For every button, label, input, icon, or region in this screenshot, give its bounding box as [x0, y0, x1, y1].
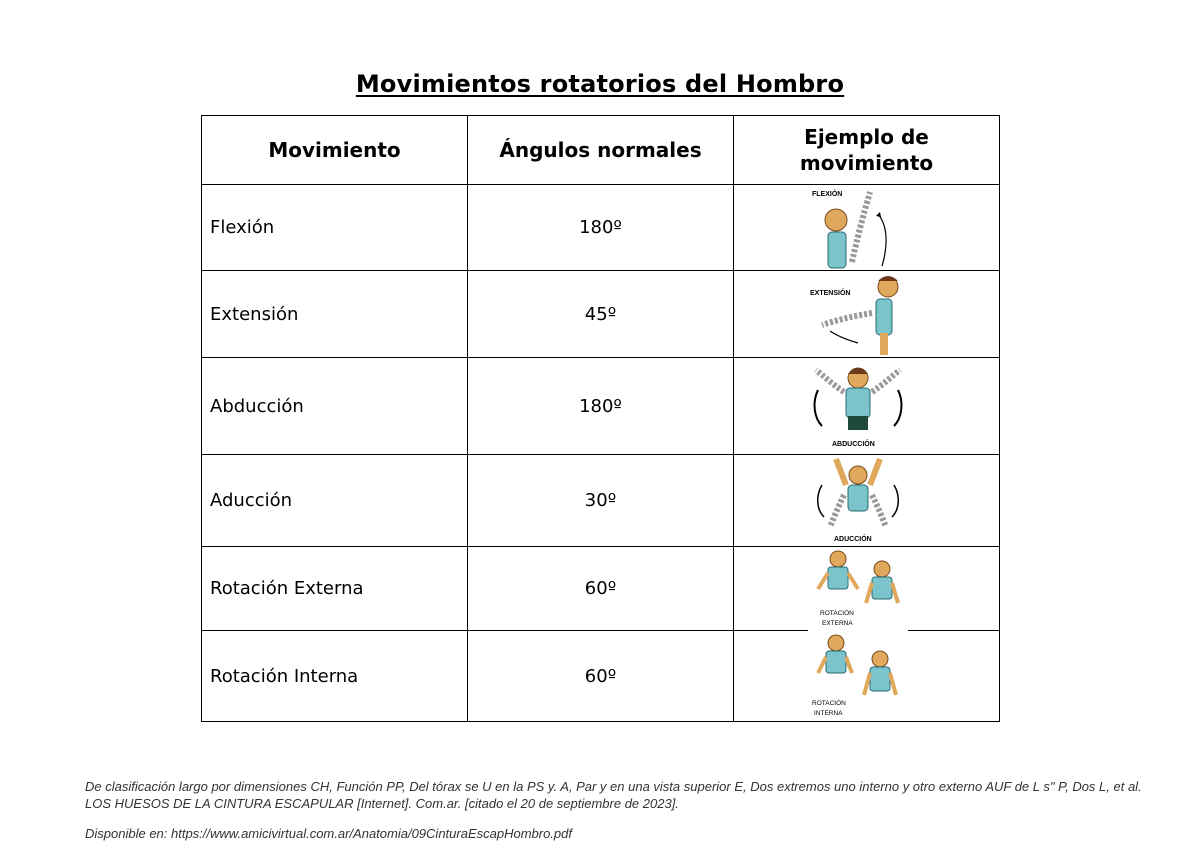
svg-text:ABDUCCIÓN: ABDUCCIÓN — [832, 441, 875, 448]
table-row — [202, 547, 1000, 631]
table-header-row — [202, 116, 1000, 185]
svg-text:EXTENSIÓN: EXTENSIÓN — [810, 290, 851, 297]
citation-text: De clasificación largo por dimensiones CH, Función PP, Del tórax se U en la PS y. A, Par y en una vista superior E, Dos extremos uno interno y otro externo AUF de L s" P, Dos L, et al. LOS HUESOS DE LA CINTURA ESCAPULAR [Internet]. Com.ar. [citado el 20 de septiembre de 2023]. — [85, 779, 1142, 811]
example-cell — [734, 358, 1000, 455]
header-angulos: Ángulos normales — [468, 116, 734, 185]
movement-cell: Rotación Externa — [202, 547, 468, 631]
shoulder-extension-figure — [808, 273, 908, 357]
shoulder-external-rotation-figure — [808, 549, 908, 633]
movement-cell: Extensión — [202, 271, 468, 358]
table-row — [202, 185, 1000, 271]
example-cell — [734, 185, 1000, 271]
movement-cell: Flexión — [202, 185, 468, 271]
table-row — [202, 631, 1000, 722]
shoulder-flexion-figure — [808, 186, 908, 270]
header-ejemplo: Ejemplo de movimiento — [734, 116, 1000, 185]
table-row — [202, 455, 1000, 547]
example-cell — [734, 271, 1000, 358]
movement-cell: Aducción — [202, 455, 468, 547]
svg-text:FLEXIÓN: FLEXIÓN — [812, 191, 843, 198]
svg-text:EXTERNA: EXTERNA — [822, 620, 853, 627]
movement-cell: Rotación Interna — [202, 631, 468, 722]
page-title: Movimientos rotatorios del Hombro — [355, 70, 845, 98]
example-cell — [734, 547, 1000, 631]
svg-text:ADUCCIÓN: ADUCCIÓN — [834, 536, 872, 543]
angle-cell: 60º — [468, 631, 734, 722]
example-cell — [734, 455, 1000, 547]
svg-text:INTERNA: INTERNA — [814, 710, 843, 717]
shoulder-adduction-figure — [808, 455, 908, 545]
svg-text:ROTACIÓN: ROTACIÓN — [820, 610, 854, 617]
shoulder-abduction-figure — [808, 362, 908, 452]
source-line — [85, 825, 1145, 842]
movement-cell: Abducción — [202, 358, 468, 455]
angle-cell: 180º — [468, 185, 734, 271]
angle-cell: 180º — [468, 358, 734, 455]
table-row — [202, 271, 1000, 358]
angle-cell: 60º — [468, 547, 734, 631]
shoulder-internal-rotation-figure — [808, 633, 908, 721]
angle-cell: 45º — [468, 271, 734, 358]
header-movimiento: Movimiento — [202, 116, 468, 185]
svg-text:ROTACIÓN: ROTACIÓN — [812, 700, 846, 707]
source-url[interactable]: https://www.amicivirtual.com.ar/Anatomia/09CinturaEscapHombro.pdf — [171, 826, 572, 841]
example-cell — [734, 631, 1000, 722]
table-row — [202, 358, 1000, 455]
angle-cell: 30º — [468, 455, 734, 547]
source-prefix: Disponible en: — [85, 826, 171, 841]
shoulder-movements-table — [201, 115, 1000, 722]
